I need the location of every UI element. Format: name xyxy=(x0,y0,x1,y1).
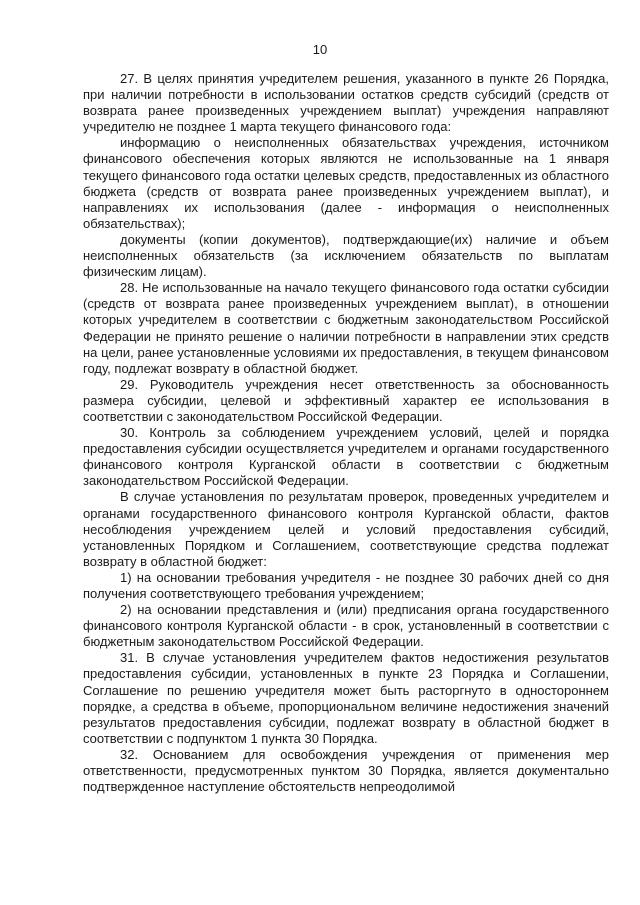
document-body xyxy=(83,71,609,795)
paragraph-30-item-1: 1) на основании требования учредителя - не позднее 30 рабочих дней со дня получения соответствующего требования учреждением; xyxy=(83,569,609,601)
paragraph-27: 27. В целях принятия учредителем решения, указанного в пункте 26 Порядка, при наличии потребности в использовании остатков средств субсидий (средств от возврата ранее произведенных учреждением выплат) учреждения направляют учредителю не позднее 1 марта текущего финансового года: xyxy=(83,71,609,135)
paragraph-28: 28. Не использованные на начало текущего финансового года остатки субсидии (средств от возврата ранее произведенных учреждением выплат), в отношении которых учредителем в соответствии с бюджетным законодательством Российской Федерации не принято решение о наличии потребности в направлении этих средств на цели, ранее установленные условиями их предоставления, в текущем финансовом году, подлежат возврату в областной бюджет. xyxy=(83,280,609,376)
paragraph-30: 30. Контроль за соблюдением учреждением условий, целей и порядка предоставления субсидии осуществляется учредителем и органами государственного финансового контроля Курганской области в соответствии с бюджетным законодательством Российской Федерации. xyxy=(83,425,609,489)
paragraph-29: 29. Руководитель учреждения несет ответственность за обоснованность размера субсидии, целевой и эффективный характер ее использования в соответствии с законодательством Российской Федерации. xyxy=(83,376,609,424)
page-number: 10 xyxy=(312,42,328,57)
paragraph-31: 31. В случае установления учредителем фактов недостижения результатов предоставления субсидии, установленных в пункте 23 Порядка и Соглашении, Соглашение по решению учредителя может быть расторгнуто в одностороннем порядке, а средства в объеме, пропорциональном величине недостижения значений результатов предоставления субсидии, подлежат возврату в областной бюджет в соответствии с подпунктом 1 пункта 30 Порядка. xyxy=(83,650,609,746)
paragraph-32: 32. Основанием для освобождения учреждения от применения мер ответственности, предусмотренных пунктом 30 Порядка, является документально подтвержденное наступление обстоятельств непреодолимой xyxy=(83,746,609,795)
paragraph-info-unfulfilled: информацию о неисполненных обязательствах учреждения, источником финансового обеспечения которых являются не использованные на 1 января текущего финансового года остатки целевых средств, предоставленных из областного бюджета (средств от возврата ранее произведенных учреждением выплат), и направлениях их использования (далее - информация о неисполненных обязательствах); xyxy=(83,135,609,231)
paragraph-30-violations: В случае установления по результатам проверок, проведенных учредителем и органами государственного финансового контроля Курганской области, фактов несоблюдения учреждением целей и условий предоставления субсидий, установленных Порядком и Соглашением, соответствующие средства подлежат возврату в областной бюджет: xyxy=(83,489,609,569)
paragraph-documents: документы (копии документов), подтверждающие(их) наличие и объем неисполненных обязательств (за исключением обязательств по выплатам физическим лицам). xyxy=(83,231,609,280)
paragraph-30-item-2: 2) на основании представления и (или) предписания органа государственного финансового контроля Курганской области - в срок, установленный в соответствии с бюджетным законодательством Российской Федерации. xyxy=(83,602,609,650)
